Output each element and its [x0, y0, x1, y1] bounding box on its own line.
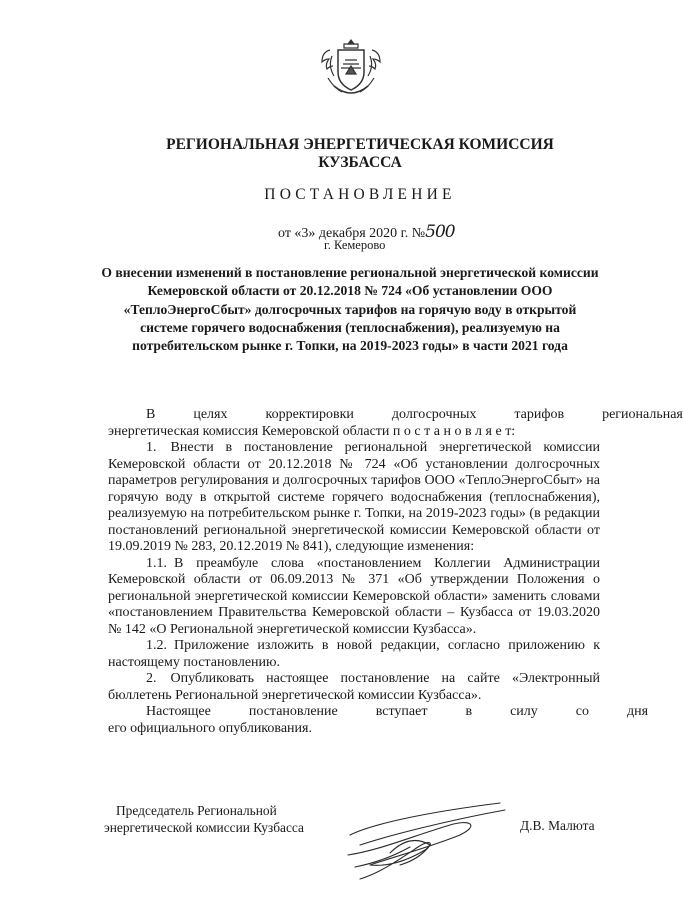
signatory-title-line-2: энергетической комиссии Кузбасса: [104, 820, 304, 835]
final-word: постановление: [248, 704, 338, 719]
intro-word: региональная: [602, 407, 683, 422]
document-type: ПОСТАНОВЛЕНИЕ: [264, 186, 456, 203]
item-1-2: 1.2. Приложение изложить в новой редакции, согласно приложению к настоящему постановлению.: [108, 638, 600, 670]
final-first-line: [108, 704, 649, 721]
intro-rest: энергетическая комиссия Кемеровской области п о с т а н о в л я е т:: [108, 423, 516, 439]
intro-first-line: [108, 407, 683, 424]
document-body: [108, 407, 683, 737]
final-word: в: [465, 704, 473, 719]
item-1: 1. Внести в постановление региональной энергетической комиссии Кемеровской области от 20.12.2018 № 724 «Об установлении долгосрочных параметров регулирования и долгосрочных тарифов ООО «ТеплоЭнергоСбыт» на горячую воду в открытой системе горячего водоснабжения (теплоснабжения), реализуемую на потребительском рынке г. Топки, на 2019-2023 годы» (в редакции постановлений региональной энергетической комиссии Кемеровской области от 19.09.2019 № 283, 20.12.2019 № 841), следующие изменения:: [108, 440, 600, 554]
final-rest: его официального опубликования.: [108, 720, 312, 736]
final-word: со: [575, 704, 589, 719]
signatory-title: [104, 802, 304, 836]
final-word: вступает: [375, 704, 428, 719]
coat-of-arms-emblem: [318, 34, 384, 102]
final-word: силу: [510, 704, 538, 719]
handwritten-signature: [330, 795, 520, 885]
intro-word: тарифов: [514, 407, 565, 422]
document-subject: О внесении изменений в постановление региональной энергетической комиссии Кемеровской области от 20.12.2018 № 724 «Об установлении ООО «ТеплоЭнергоСбыт» долгосрочных тарифов на горячую воду в открытой системе горячего водоснабжения (теплоснабжения), реализуемую на потребительском рынке г. Топки, на 2019-2023 годы» в части 2021 года: [101, 265, 599, 354]
item-1-1: 1.1. В преамбуле слова «постановлением Коллегии Администрации Кемеровской области от 06.09.2013 № 371 «Об утверждении Положения о региональной энергетической комиссии Кемеровской области» заменить словами «постановлением Правительства Кемеровской области – Кузбасса от 19.03.2020 № 142 «О Региональной энергетической комиссии Кузбасса».: [108, 555, 600, 637]
document-city: г. Кемерово: [324, 238, 386, 252]
intro-word: корректировки: [265, 407, 354, 422]
intro-word: В: [146, 407, 156, 422]
final-word: дня: [627, 704, 649, 719]
signatory-title-line-1: Председатель Региональной: [116, 803, 277, 818]
item-2: 2. Опубликовать настоящее постановление на сайте «Электронный бюллетень Региональной энергетической комиссии Кузбасса».: [108, 671, 600, 703]
intro-word: долгосрочных: [391, 407, 477, 422]
document-date: от «3» декабря 2020 г. №: [278, 226, 426, 241]
signer-name: Д.В. Малюта: [520, 818, 595, 833]
organization-name: РЕГИОНАЛЬНАЯ ЭНЕРГЕТИЧЕСКАЯ КОМИССИЯ КУЗБАССА: [166, 136, 554, 171]
final-word: Настоящее: [146, 704, 211, 719]
intro-word: целях: [193, 407, 228, 422]
document-number: 500: [425, 222, 455, 242]
